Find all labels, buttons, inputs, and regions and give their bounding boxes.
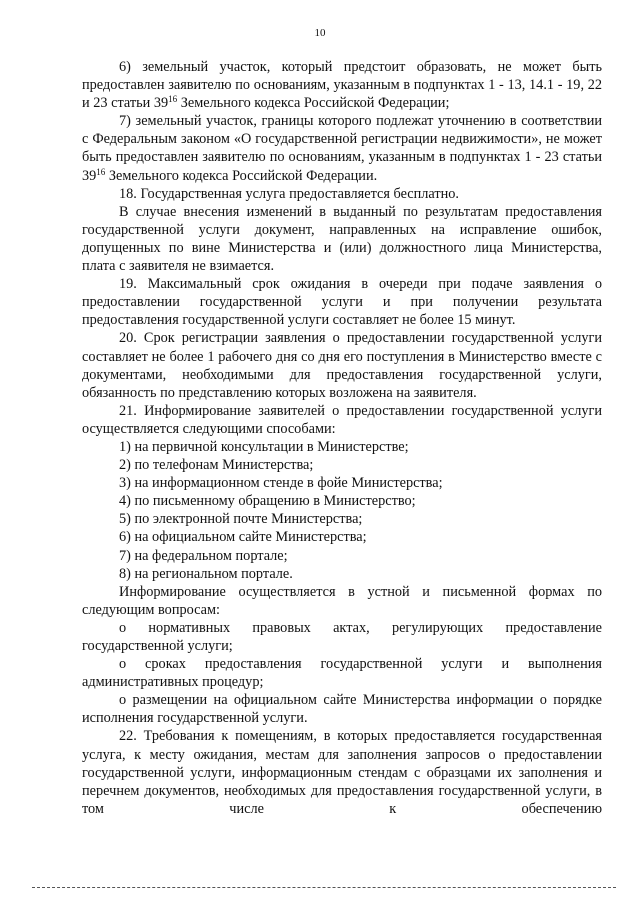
paragraph-informing-forms: Информирование осуществляется в устной и письменной формах по следующим вопросам: (82, 583, 602, 618)
list-item-3: 3) на информационном стенде в фойе Министерства; (119, 475, 443, 492)
paragraph-20: 20. Срок регистрации заявления о предоставлении государственной услуги составляет не более 1 рабочего дня со дня его поступления в Министерство вместе с документами, необходимыми для предоставления государственной услуги, обязанность по представлению которых возложена на заявителя. (82, 330, 602, 401)
paragraph-19: 19. Максимальный срок ожидания в очереди при подаче заявления о предоставлении государственной услуги и при получении результата предоставления государственной услуги составляет не более 15 минут. (82, 276, 602, 329)
document-body (82, 58, 602, 818)
bullet-website: о размещении на официальном сайте Министерства информации о порядке исполнения государственной услуги. (82, 692, 602, 727)
paragraph-22: 22. Требования к помещениям, в которых предоставляется государственная услуга, к месту ожидания, местам для заполнения запросов о предоставлении государственной услуги, информационным стендам с образцами их заполнения и перечнем документов, необходимых для предоставления государственной услуги, в том числе к обеспечению (82, 728, 602, 817)
list-item-7: 7) на федеральном портале; (119, 547, 288, 564)
paragraph-land-plot-7: 7) земельный участок, границы которого подлежат уточнению в соответствии с Федеральным законом «О государственной регистрации недвижимости», не может быть предоставлен заявителю по основаниям, указанным в подпунктах 1 - 23 статьи $39^{16}$ Земельного кодекса Российской Федерации. (82, 113, 602, 184)
list-item-1: 1) на первичной консультации в Министерстве; (119, 438, 409, 455)
bullet-terms: о сроках предоставления государственной услуги и выполнения административных процедур; (82, 656, 602, 691)
list-item-4: 4) по письменному обращению в Министерство; (119, 493, 416, 510)
paragraph-18-fee: В случае внесения изменений в выданный по результатам предоставления государственной услуги документ, направленных на исправление ошибок, допущенных по вине Министерства и (или) должностного лица Министерства, плата с заявителя не взимается. (82, 203, 602, 275)
paragraph-21: 21. Информирование заявителей о предоставлении государственной услуги осуществляется следующими способами: (82, 402, 602, 437)
list-item-2: 2) по телефонам Министерства; (119, 457, 314, 474)
bullet-normative-acts: о нормативных правовых актах, регулирующих предоставление государственной услуги; (82, 619, 602, 654)
list-item-8: 8) на региональном портале. (119, 565, 293, 582)
list-item-6: 6) на официальном сайте Министерства; (119, 529, 367, 546)
page-number: 10 (314, 27, 326, 39)
footer-divider (32, 887, 616, 888)
paragraph-18: 18. Государственная услуга предоставляется бесплатно. (119, 185, 459, 202)
list-item-5: 5) по электронной почте Министерства; (119, 511, 363, 528)
paragraph-land-plot-6: 6) земельный участок, который предстоит образовать, не может быть предоставлен заявителю по основаниям, указанным в подпунктах 1 - 13, 14.1 - 19, 22 и 23 статьи $39^{16}$ Земельного кодекса Российской Федерации; (82, 59, 602, 112)
